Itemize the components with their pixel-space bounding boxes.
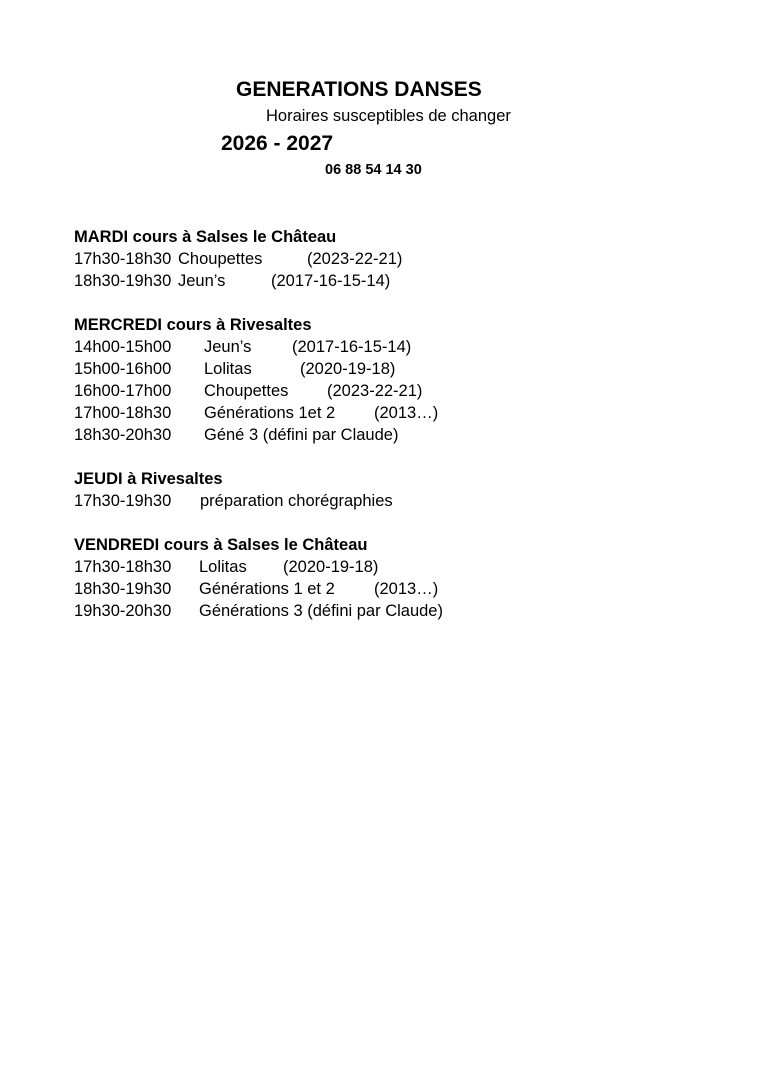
birth-years: (2020-19-18) xyxy=(300,360,396,378)
schedule-row xyxy=(74,578,714,600)
document-title: GENERATIONS DANSES xyxy=(236,78,482,101)
time-slot: 15h00-16h00 xyxy=(74,360,172,378)
group-name: Générations 3 (défini par Claude) xyxy=(199,602,443,620)
schedule-row xyxy=(74,270,714,292)
group-name: Lolitas xyxy=(204,360,252,378)
group-name: Choupettes xyxy=(204,382,289,400)
birth-years: (2017-16-15-14) xyxy=(271,272,391,290)
group-name: Jeun’s xyxy=(204,338,252,356)
place-label: cours à Salses le Château xyxy=(128,228,337,246)
section-heading xyxy=(74,226,714,248)
time-slot: 17h30-18h30 xyxy=(74,558,172,576)
schedule-row xyxy=(74,490,714,512)
time-slot: 18h30-20h30 xyxy=(74,426,172,444)
group-name: Choupettes xyxy=(178,250,263,268)
birth-years: (2017-16-15-14) xyxy=(292,338,412,356)
time-slot: 17h30-19h30 xyxy=(74,492,172,510)
section-mardi xyxy=(74,226,714,292)
birth-years: (2013…) xyxy=(374,404,439,422)
schedule-row xyxy=(74,424,714,446)
time-slot: 18h30-19h30 xyxy=(74,272,172,290)
group-name: Géné 3 (défini par Claude) xyxy=(204,426,399,444)
group-name: Générations 1 et 2 xyxy=(199,580,335,598)
schedule-list xyxy=(74,226,714,644)
place-label: à Rivesaltes xyxy=(122,470,223,488)
birth-years: (2023-22-21) xyxy=(327,382,423,400)
time-slot: 14h00-15h00 xyxy=(74,338,172,356)
day-label: MARDI xyxy=(74,228,129,246)
schedule-row xyxy=(74,556,714,578)
birth-years: (2013…) xyxy=(374,580,439,598)
section-heading xyxy=(74,468,714,490)
birth-years: (2023-22-21) xyxy=(307,250,403,268)
time-slot: 17h00-18h30 xyxy=(74,404,172,422)
day-label: MERCREDI xyxy=(74,316,163,334)
schedule-row xyxy=(74,402,714,424)
section-mercredi xyxy=(74,314,714,446)
section-jeudi xyxy=(74,468,714,512)
day-label: JEUDI xyxy=(74,470,123,488)
birth-years: (2020-19-18) xyxy=(283,558,379,576)
contact-phone: 06 88 54 14 30 xyxy=(325,162,422,178)
schedule-row xyxy=(74,358,714,380)
place-label: cours à Rivesaltes xyxy=(162,316,312,334)
time-slot: 16h00-17h00 xyxy=(74,382,172,400)
schedule-row xyxy=(74,336,714,358)
day-label: VENDREDI xyxy=(74,536,160,554)
schedule-row xyxy=(74,600,714,622)
group-name: Lolitas xyxy=(199,558,247,576)
time-slot: 17h30-18h30 xyxy=(74,250,172,268)
group-name: préparation chorégraphies xyxy=(200,492,393,510)
group-name: Générations 1et 2 xyxy=(204,404,336,422)
time-slot: 19h30-20h30 xyxy=(74,602,172,620)
season-year: 2026 - 2027 xyxy=(221,132,334,155)
section-vendredi xyxy=(74,534,714,622)
section-heading xyxy=(74,534,714,556)
schedule-notice: Horaires susceptibles de changer xyxy=(266,107,511,125)
group-name: Jeun’s xyxy=(178,272,226,290)
schedule-row xyxy=(74,380,714,402)
schedule-row xyxy=(74,248,714,270)
section-heading xyxy=(74,314,714,336)
place-label: cours à Salses le Château xyxy=(159,536,368,554)
time-slot: 18h30-19h30 xyxy=(74,580,172,598)
